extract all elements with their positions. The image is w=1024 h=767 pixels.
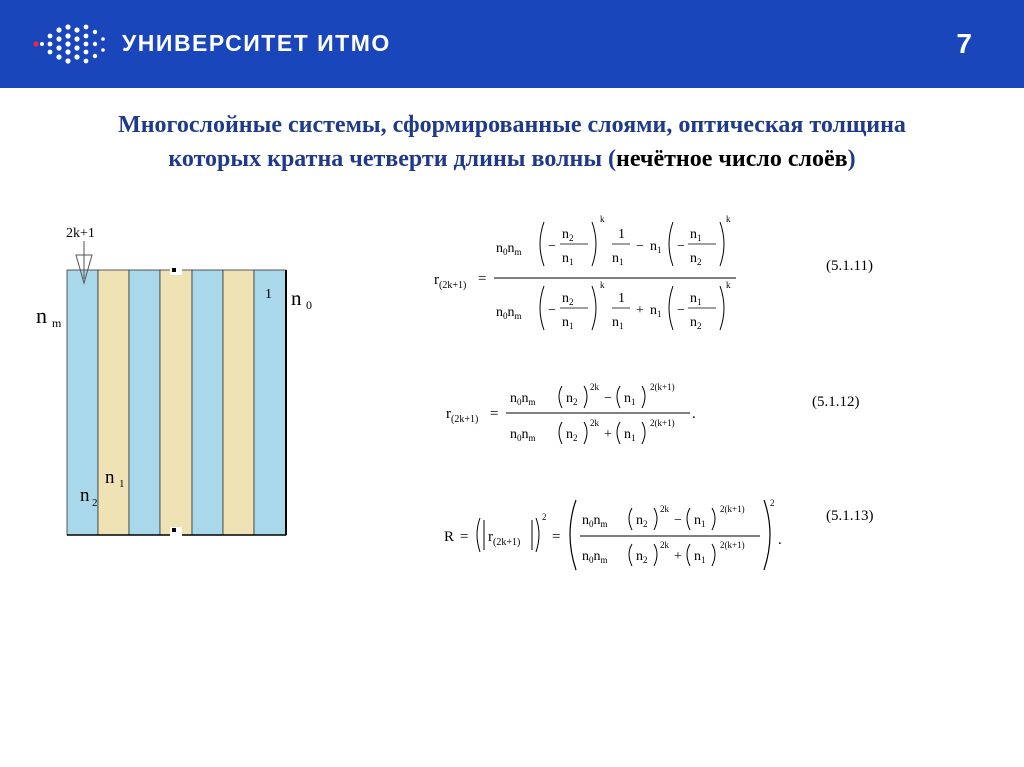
equation-number-5-1-13: (5.1.13) (826, 508, 874, 524)
svg-text:−: − (677, 303, 685, 318)
equation-5-1-11 (428, 208, 748, 348)
substrate-index-sub: m (52, 316, 62, 330)
svg-text:−: − (674, 513, 682, 528)
svg-text:n0nm: $n_0n_m$ (510, 427, 536, 443)
header-bar (0, 0, 1024, 88)
title-line-2-start: которых кратна четверти длины волны ( (168, 146, 617, 172)
svg-text:n2: $n_2$ (690, 315, 702, 331)
svg-text:n0nm: $n_0n_m$ (510, 391, 536, 407)
equation-number-5-1-11: (5.1.11) (826, 258, 873, 274)
equation-number-5-1-12: (5.1.12) (812, 394, 860, 410)
svg-text:+: + (636, 303, 644, 318)
svg-text:=: = (460, 529, 469, 545)
n2-sub: 2 (92, 497, 98, 509)
svg-text:−: − (636, 239, 644, 254)
layer-stack (67, 265, 286, 537)
multilayer-diagram (28, 215, 328, 545)
svg-text:−: − (677, 239, 685, 254)
svg-text:=: = (552, 529, 561, 545)
title-line-1: Многослойные системы, сформированные слоями, оптическая толщина (118, 112, 906, 138)
svg-text:2(k+1): 2(k+1) (650, 382, 675, 392)
svg-text:n1: $n_1$ (690, 227, 702, 243)
svg-text:2k: 2k (660, 504, 669, 514)
svg-text:R: R (444, 529, 455, 545)
svg-text:n1: $n_1$ (690, 291, 702, 307)
first-layer-label: 1 (265, 287, 272, 302)
svg-text:n2: $n_2$ (690, 251, 702, 267)
svg-text:k: k (726, 214, 731, 224)
svg-text:n1: $n_1$ (612, 251, 624, 267)
svg-text:n2: $n_2$ (566, 391, 578, 407)
svg-text:2k: 2k (660, 540, 669, 550)
svg-text:n2: $n_2$ (562, 291, 574, 307)
svg-text:1: 1 (618, 291, 625, 306)
ambient-index-label: n (291, 286, 302, 310)
layer-count-label: 2k+1 (66, 226, 95, 241)
svg-text:n2: $n_2$ (636, 513, 648, 529)
brand-name: УНИВЕРСИТЕТ ИТМО (122, 30, 391, 56)
svg-text:=: = (490, 406, 499, 422)
svg-text:n1: $n_1$ (650, 239, 662, 255)
svg-text:n1: $n_1$ (624, 391, 636, 407)
svg-text:n1: $n_1$ (624, 427, 636, 443)
svg-text:n1: $n_1$ (694, 549, 706, 565)
svg-text:2k: 2k (590, 418, 599, 428)
n1-sub: 1 (119, 478, 125, 490)
svg-text:1: 1 (618, 227, 625, 242)
svg-text:n2: $n_2$ (636, 549, 648, 565)
svg-text:n1: $n_1$ (612, 315, 624, 331)
svg-text:+: + (674, 549, 682, 564)
equation-5-1-12 (440, 378, 710, 450)
svg-text:n1: $n_1$ (562, 251, 574, 267)
svg-text:2(k+1): 2(k+1) (720, 540, 745, 550)
svg-text:2(k+1): 2(k+1) (650, 418, 675, 428)
svg-text:r(2k+1): $r_{(2k+1)}$ (434, 272, 467, 291)
title-line-2-end: ) (847, 146, 856, 172)
svg-text:−: − (548, 239, 556, 254)
n1-label: n (105, 467, 115, 488)
title-emphasis: нечётное число слоёв (616, 146, 848, 172)
svg-text:2k: 2k (590, 382, 599, 392)
svg-text:2(k+1): 2(k+1) (720, 504, 745, 514)
svg-text:n0nm: $n_0n_m$ (582, 513, 608, 529)
svg-text:n0nm: $n_0n_m$ (582, 549, 608, 565)
svg-text:n0nm: $n_0n_m$ (496, 305, 522, 321)
itmo-logo-icon (28, 22, 112, 66)
svg-text:n1: $n_1$ (694, 513, 706, 529)
svg-text:−: − (604, 391, 612, 406)
svg-text:+: + (604, 427, 612, 442)
svg-text:−: − (548, 303, 556, 318)
n2-label: n (80, 485, 90, 506)
page-number: 7 (956, 28, 972, 59)
slide-title (40, 108, 984, 176)
svg-text:=: = (478, 271, 487, 287)
svg-text:k: k (726, 280, 731, 290)
svg-text:.: . (692, 406, 696, 422)
equation-5-1-13 (440, 494, 790, 576)
svg-text:k: k (600, 214, 605, 224)
title-line-2 (40, 142, 984, 176)
substrate-index-label: n (36, 303, 47, 328)
svg-text:n1: $n_1$ (562, 315, 574, 331)
svg-text:n2: $n_2$ (566, 427, 578, 443)
svg-text:r(2k+1): $r_{(2k+1)}$ (446, 406, 479, 425)
svg-text:k: k (600, 280, 605, 290)
svg-text:n0nm: $n_0n_m$ (496, 241, 522, 257)
svg-text:.: . (778, 532, 782, 548)
svg-text:n2: $n_2$ (562, 227, 574, 243)
svg-text:2: 2 (770, 498, 775, 508)
svg-text:n1: $n_1$ (650, 303, 662, 319)
svg-text:2: 2 (542, 512, 547, 522)
svg-text:r(2k+1): $r_{(2k+1)}$ (488, 529, 521, 548)
ambient-index-sub: 0 (306, 298, 312, 312)
